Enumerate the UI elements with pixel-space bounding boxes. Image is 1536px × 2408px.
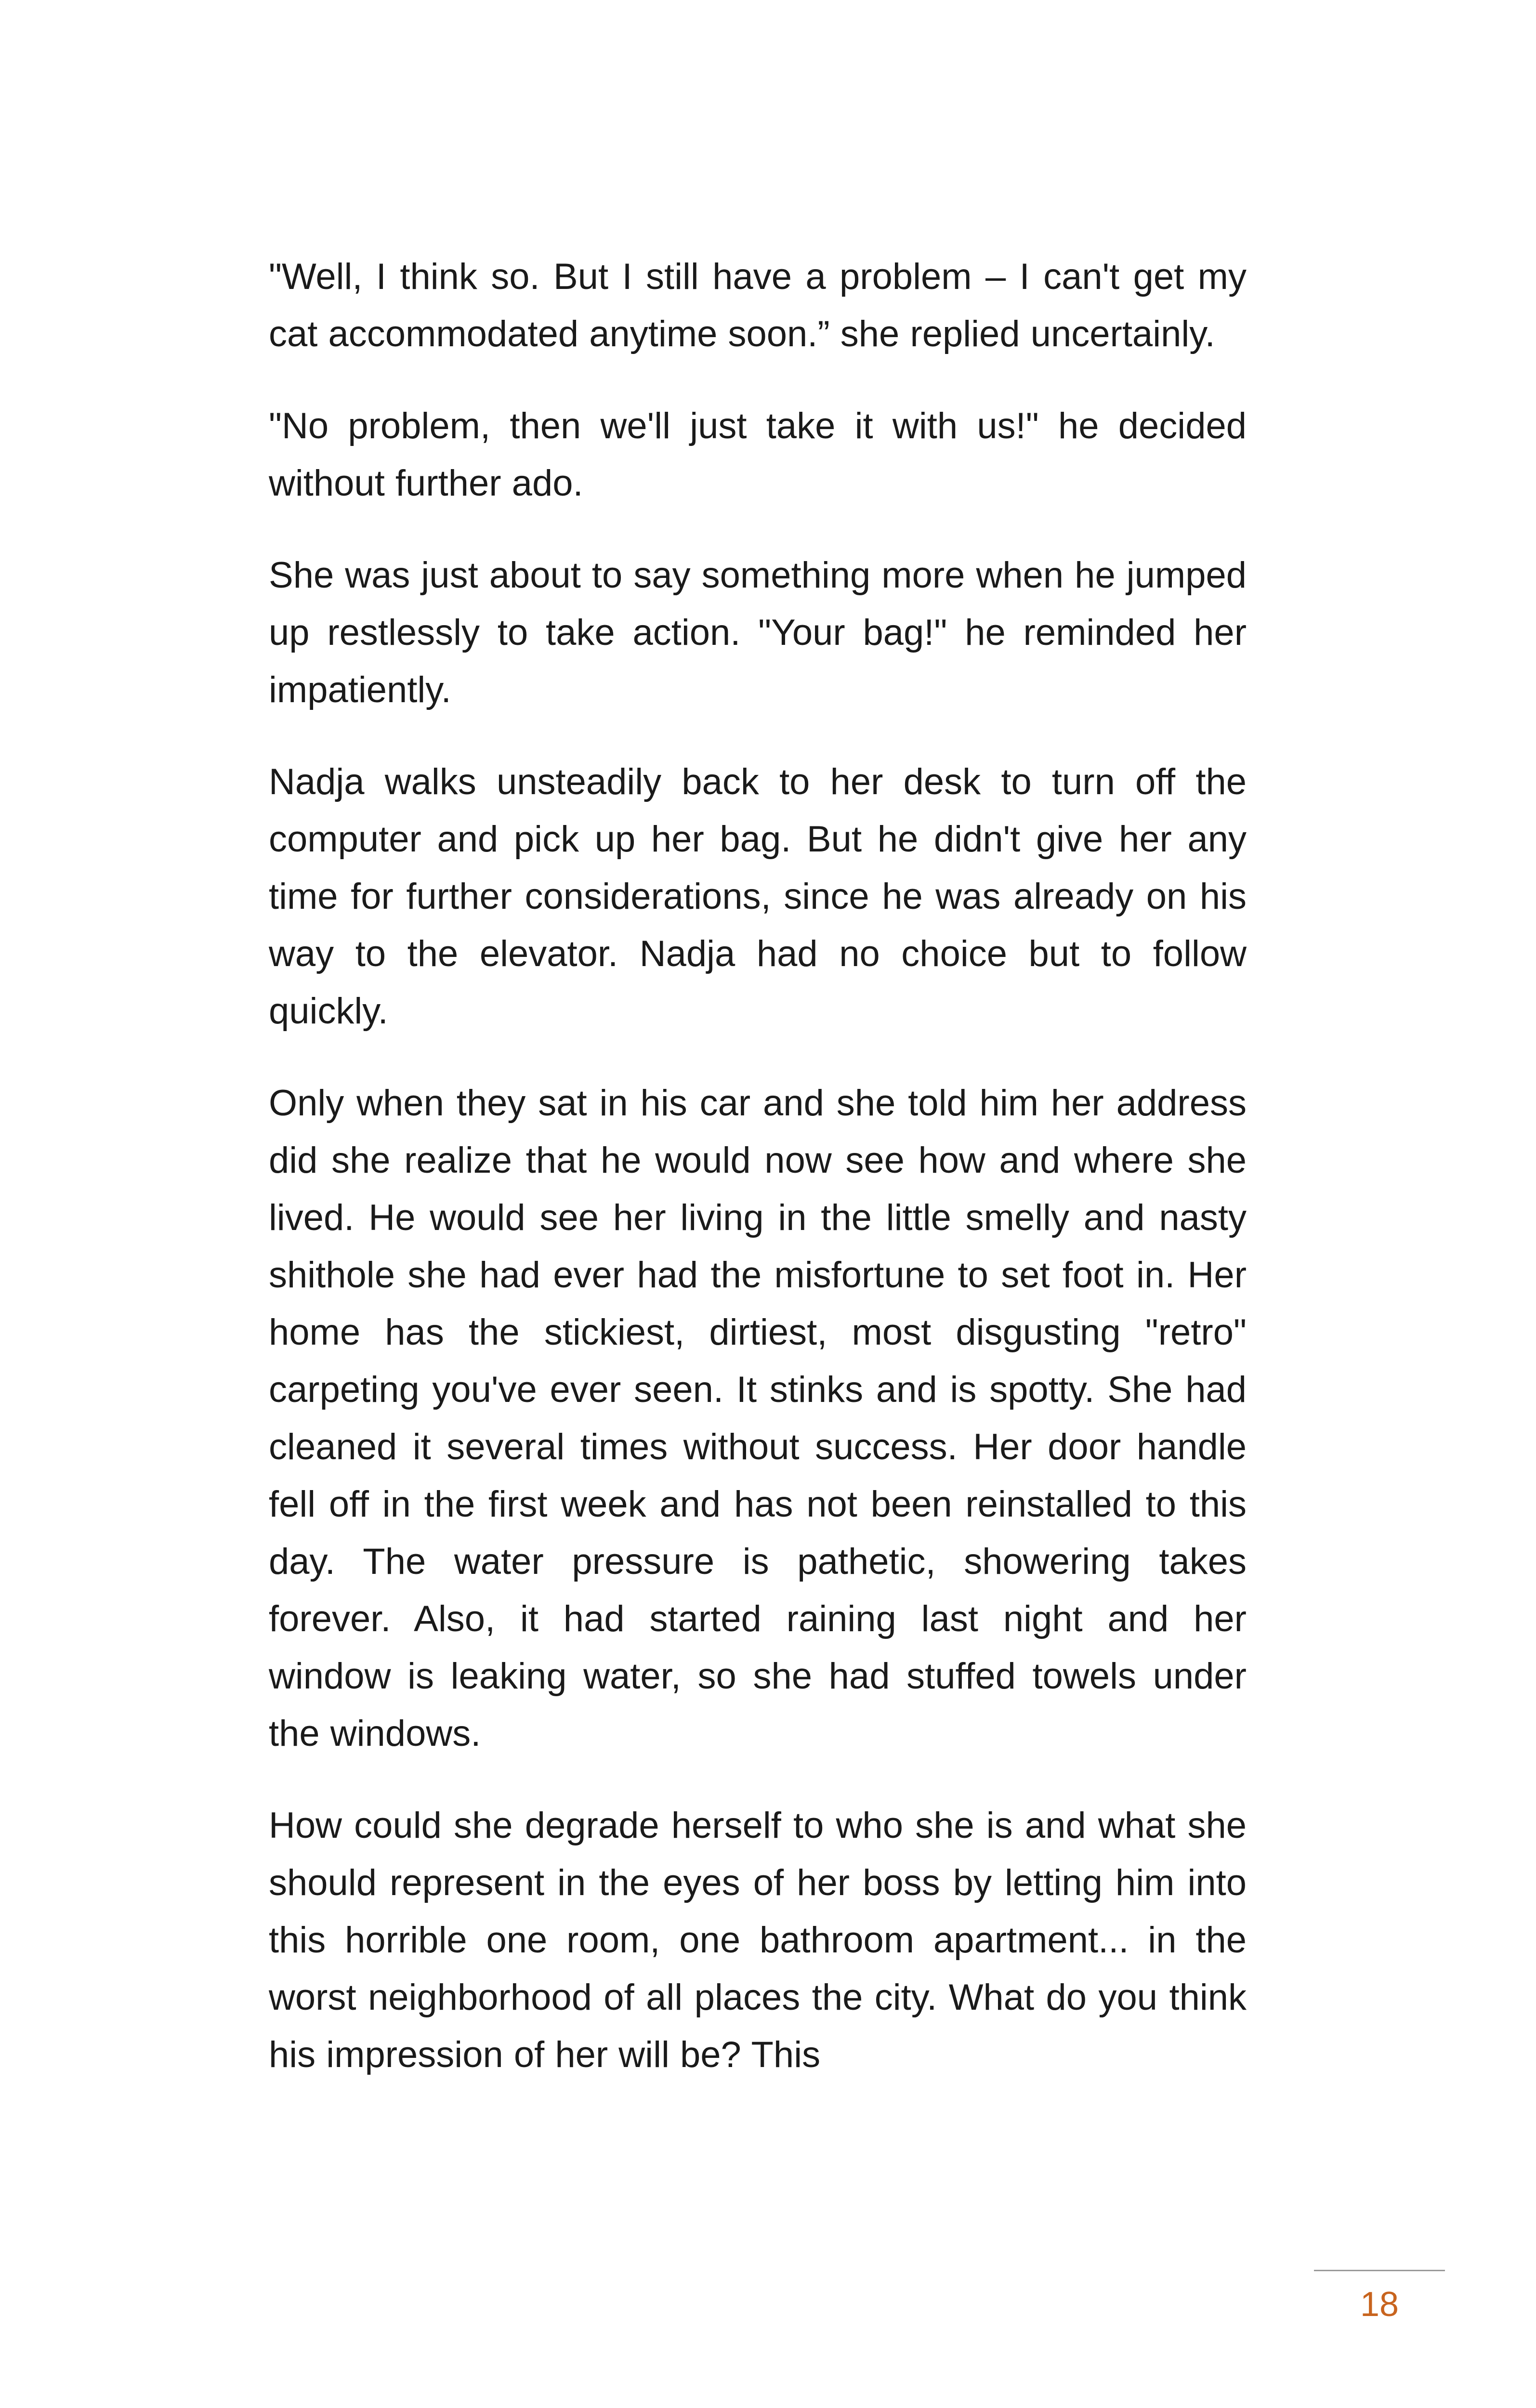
paragraph-2: "No problem, then we'll just take it with us!" he decided without further ado. [269,406,1247,504]
paragraph-6: How could she degrade herself to who she is and what she should represent in the eyes of her boss by letting him into this horrible one room, one bathroom apartment... in the worst neighborhood of all places the city. What do you think his impression of her will be? This [269,1805,1247,2075]
page-number: 18 [1360,2285,1399,2324]
footer-divider [1314,2270,1445,2271]
paragraph-4: Nadja walks unsteadily back to her desk to turn off the computer and pick up her bag. But he didn't give her any time for further considerations, since he was already on his way to the elevator. Nadja had no choice but to follow quickly. [269,761,1247,1032]
paragraph-5: Only when they sat in his car and she told him her address did she realize that he would now see how and where she lived. He would see her living in the little smelly and nasty shithole she had ever had the misfortune to set foot in. Her home has the stickiest, dirtiest, most disgusting "retro" carpeting you've ever seen. It stinks and is spotty. She had cleaned it several times without success. Her door handle fell off in the first week and has not been reinstalled to this day. The water pressure is pathetic, showering takes forever. Also, it had started raining last night and her window is leaking water, so she had stuffed towels under the windows. [269,1083,1247,1754]
paragraph-1: "Well, I think so. But I still have a problem – I can't get my cat accommodated anytime soon.” she replied uncertainly. [269,256,1247,354]
page-body [269,248,1247,2083]
paragraph-3: She was just about to say something more when he jumped up restlessly to take action. "Your bag!" he reminded her impatiently. [269,555,1247,710]
